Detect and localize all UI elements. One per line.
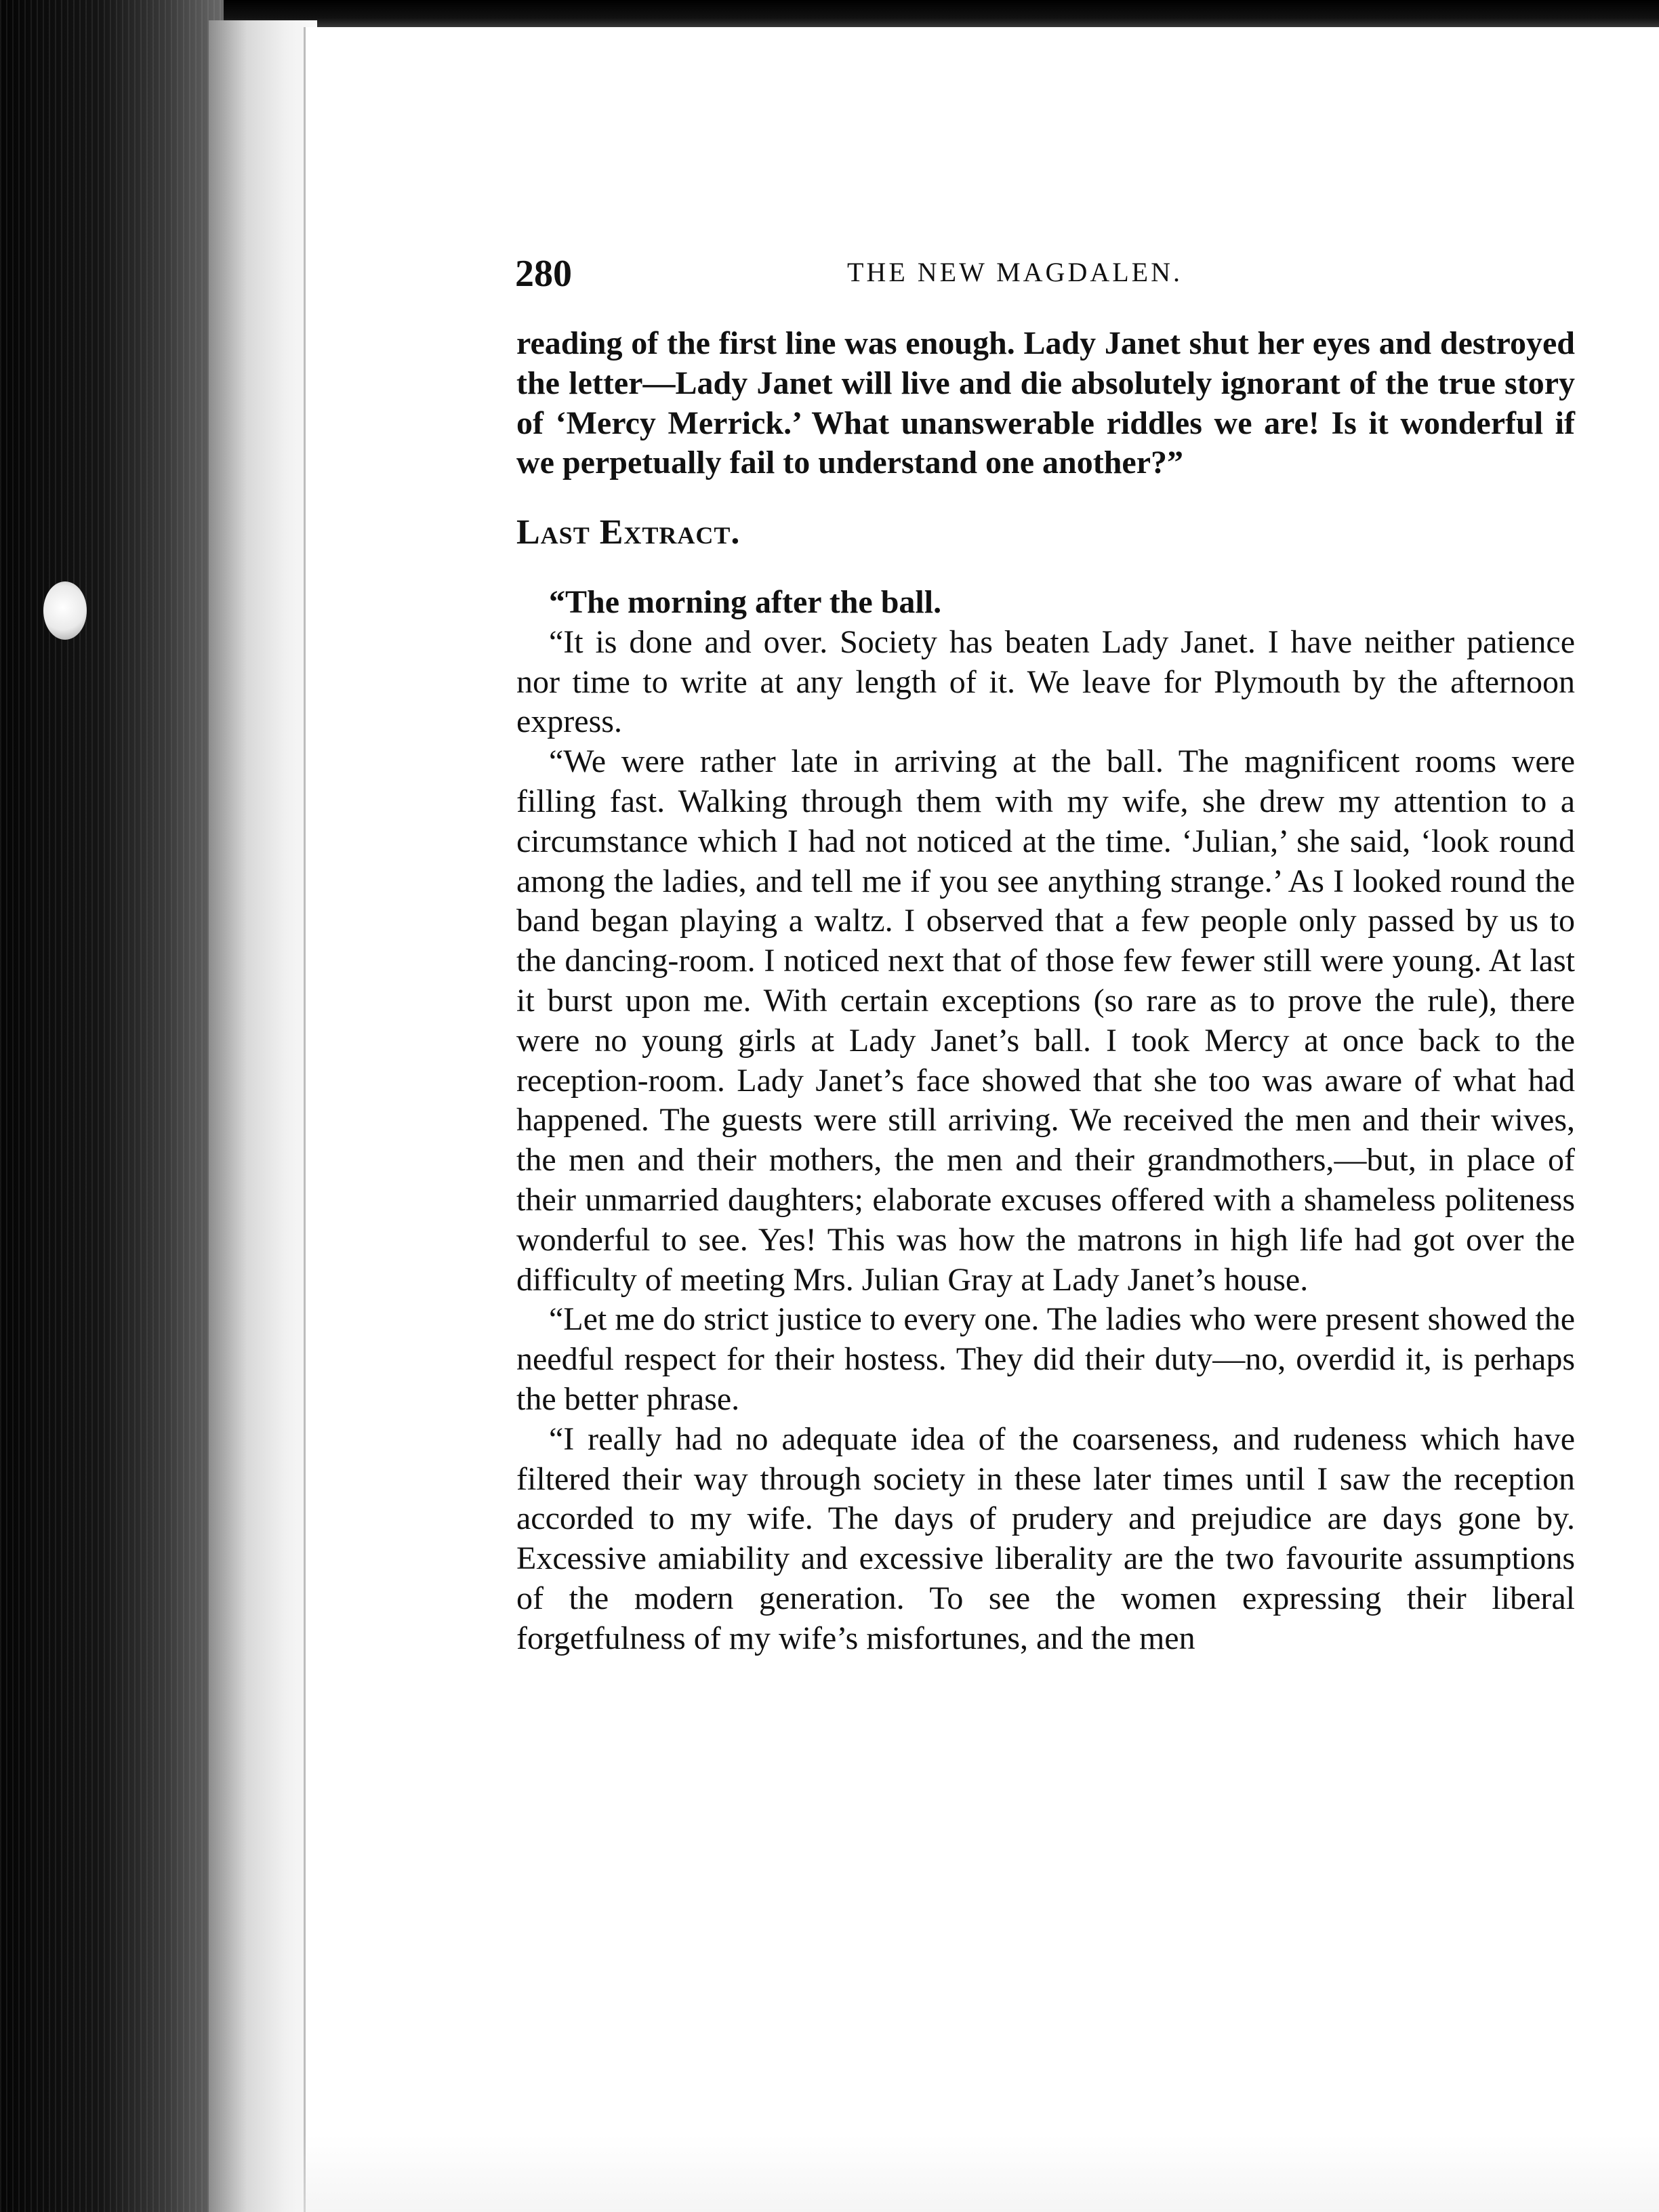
- book-spine-gutter: [0, 0, 224, 2212]
- paragraph: “Let me do strict justice to every one. The ladies who were present showed the needful respect for their hostess. They did their duty—no, overdid it, is perhaps the better phrase.: [516, 1301, 1575, 1417]
- paragraph: “The morning after the ball.: [549, 583, 942, 620]
- running-title: THE NEW MAGDALEN.: [847, 257, 1183, 287]
- running-head: [515, 252, 1579, 300]
- text-block: [516, 324, 1575, 1659]
- paragraph: “We were rather late in arriving at the ball. The magnificent rooms were filling fast. Walking through them with my wife, she drew my attention to a circumstance which I had not noticed at the time. ‘Julian,’ she said, ‘look round among the ladies, and tell me if you see anything strange.’ As I looked round the band began playing a waltz. I observed that a few people only passed by us to the dancing-room. I noticed next that of those few fewer still were young. At last it burst upon me. With certain exceptions (so rare as to prove the rule), there were no young girls at Lady Janet’s ball. I took Mercy at once back to the reception-room. Lady Janet’s face showed that she too was aware of what had happened. The guests were still arriving. We received the men and their wives, the men and their mothers, the men and their grandmothers,—but, in place of their unmarried daughters; elaborate excuses offered with a shameless politeness wonderful to see. Yes! This was how the matrons in high life had got over the difficulty of meeting Mrs. Julian Gray at Lady Janet’s house.: [516, 743, 1575, 1298]
- paragraph: “It is done and over. Society has beaten Lady Janet. I have neither patience nor time to write at any length of it. We leave for Plymouth by the afternoon express.: [516, 623, 1575, 740]
- opening-paragraph: reading of the first line was enough. Lady Janet shut her eyes and destroyed the letter—Lady Janet will live and die absolutely ignorant of the true story of ‘Mercy Merrick.’ What unanswerable riddles we are! Is it wonderful if we perpetually fail to understand one another?”: [516, 325, 1575, 481]
- section-title: Last Extract.: [516, 513, 741, 552]
- paragraph: “I really had no adequate idea of the coarseness, and rudeness which have filtered their way through society in these later times until I saw the reception accorded to my wife. The days of prudery and prejudice are days gone by. Excessive amiability and excessive liberality are the two favourite assumptions of the modern generation. To see the women expressing their liberal forgetfulness of my wife’s misfortunes, and the men: [516, 1420, 1575, 1656]
- page-number: 280: [515, 253, 572, 295]
- page-edge-stack: [209, 20, 317, 2212]
- page-bottom-shading: [304, 2135, 1659, 2212]
- paper-blemish: [43, 581, 87, 640]
